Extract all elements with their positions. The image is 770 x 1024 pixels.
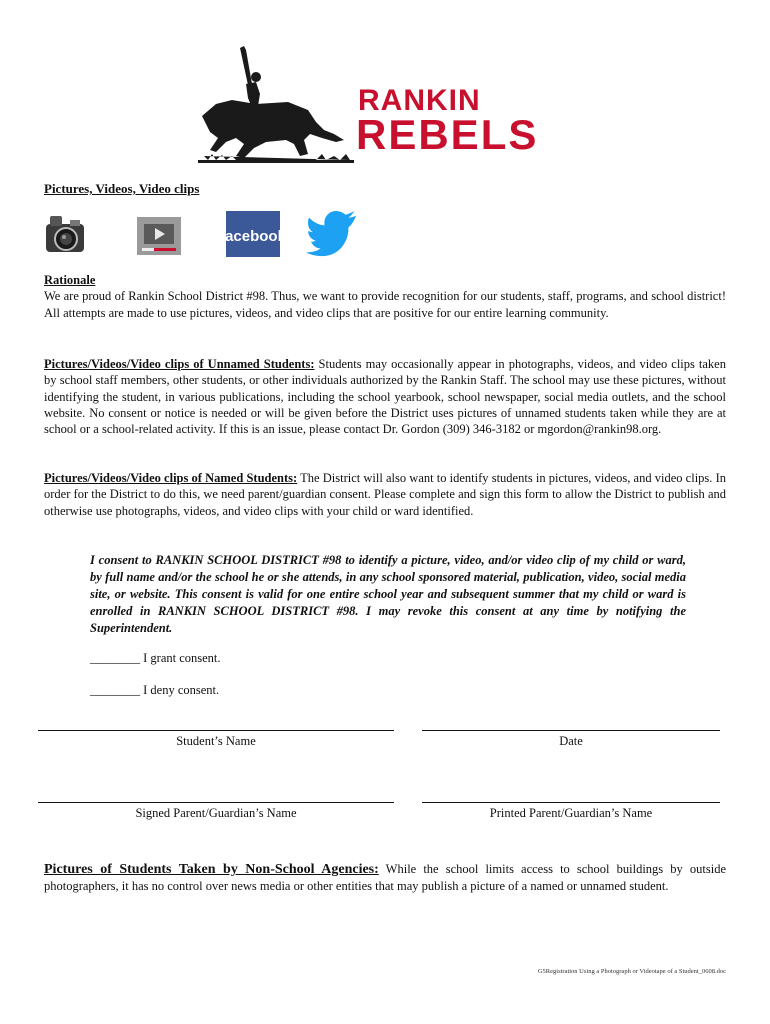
unnamed-body: Students may occasionally appear in photographs, videos, and video clips taken by school staff members, other students, or other individuals authorized by the Rankin Staff. The school may use these pictures, without identifying the student, in various publications, including the school yearbook, school newspaper, social media outlets, and the school website. No consent or notice is needed or will be given before the District uses pictures of unnamed students taken while they are at school or a school-related activity. If this is an issue, please contact Dr. Gordon (309) 346-3182 or mgordon@rankin98.org. [44,357,726,437]
logo-text-rebels: REBELS [356,111,539,158]
unnamed-students-section [44,356,726,437]
agencies-heading: Pictures of Students Taken by Non-School Agencies: [44,862,379,877]
rankin-rebels-logo [196,44,576,169]
grant-consent-option[interactable]: ________ I grant consent. [90,651,221,665]
signed-parent-field[interactable] [38,802,394,803]
named-students-section [44,470,726,519]
signed-parent-label: Signed Parent/Guardian’s Name [135,806,297,820]
camera-icon [44,212,86,256]
student-name-field[interactable] [38,730,394,731]
deny-consent-option[interactable]: ________ I deny consent. [90,683,220,697]
unnamed-heading: Pictures/Videos/Video clips of Unnamed Students: [44,357,315,371]
media-icons-row [44,212,374,262]
rationale-body: We are proud of Rankin School District #98. Thus, we want to provide recognition for our students, staff, programs, and school district! All attempts are made to use pictures, videos, and video clips that are positive for our entire learning community. [44,289,726,320]
student-name-label: Student’s Name [176,734,256,748]
printed-parent-field[interactable] [422,802,720,803]
facebook-icon-label: facebook [220,228,286,245]
logo-text-rankin: RANKIN [358,84,481,117]
named-heading: Pictures/Videos/Video clips of Named Students: [44,471,298,485]
date-label: Date [559,734,583,748]
printed-parent-label: Printed Parent/Guardian’s Name [489,806,653,820]
date-field[interactable] [422,730,720,731]
video-player-icon [136,216,182,256]
named-body: The District will also want to identify students in pictures, videos, and video clips. In order for the District to do this, we need parent/guardian consent. Please complete and sign this form to allow the District to publish and otherwise use photographs, videos, and video clips with your child or ward identified. [44,471,726,518]
non-school-agencies-section [44,861,726,895]
agencies-body: While the school limits access to school buildings by outside photographers, it has no control over news media or other entities that may publish a picture of a named or unnamed student. [44,862,726,893]
facebook-icon [220,211,286,257]
twitter-bird-icon [308,214,358,258]
horse-rider-silhouette-icon [196,44,356,169]
footer-filename: G5Registration Using a Photograph or Videotape of a Student_0608.doc [537,968,726,975]
rationale-section [44,272,726,321]
consent-statement: I consent to RANKIN SCHOOL DISTRICT #98 to identify a picture, video, and/or video clip of my child or ward, by full name and/or the school he or she attends, in any school sponsored material, publication, video, social media site, or website. This consent is valid for one entire school year and subsequent summer that my child or ward is enrolled in RANKIN SCHOOL DISTRICT #98. I may revoke this consent at any time by notifying the Superintendent. [90,553,686,635]
section-title: Pictures, Videos, Video clips [44,181,200,196]
rationale-heading: Rationale [44,273,96,287]
